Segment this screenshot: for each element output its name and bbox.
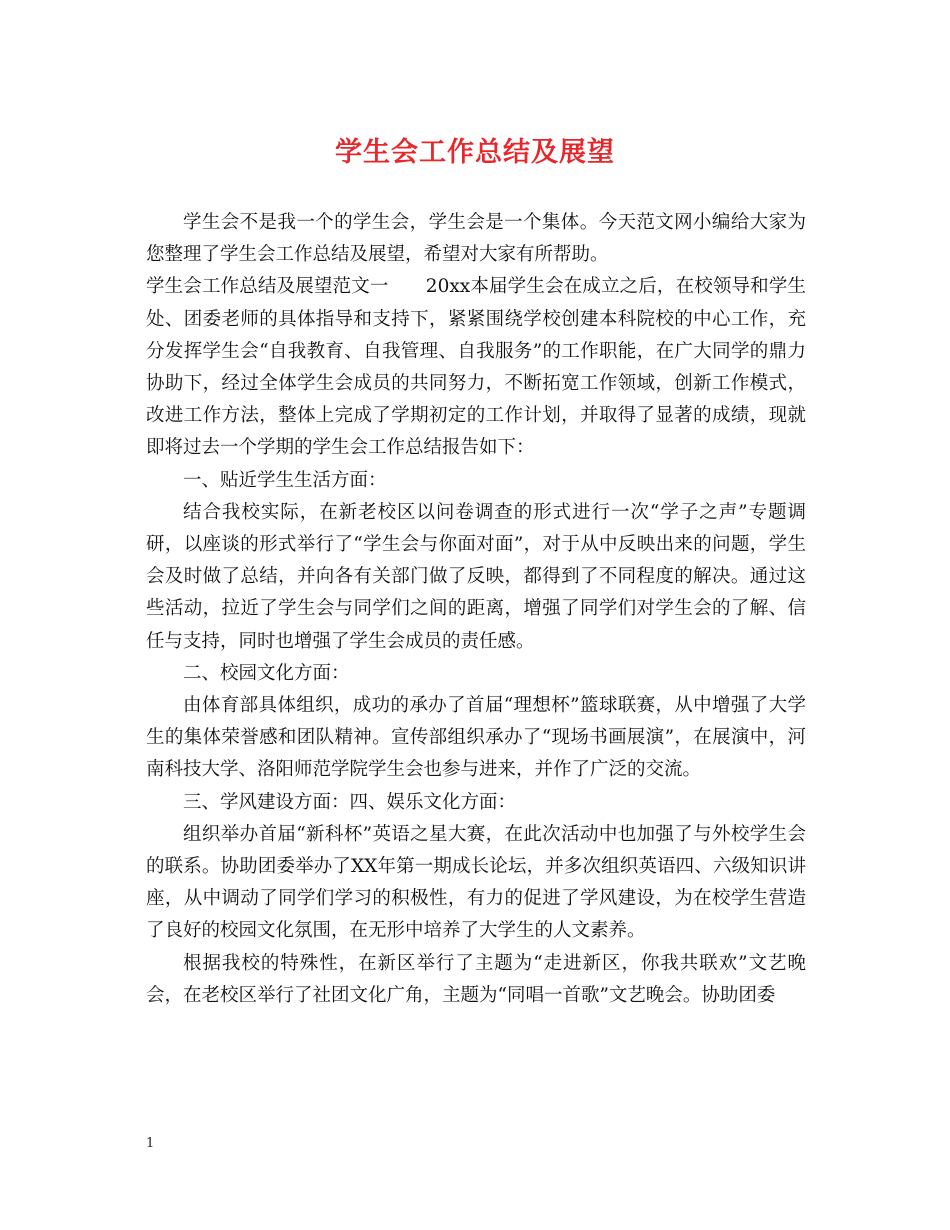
paragraph-intro: 学生会不是我一个的学生会，学生会是一个集体。今天范文网小编给大家为您整理了学生会工作总结及展望，希望对大家有所帮助。	[146, 212, 806, 266]
document-title: 学生会工作总结及展望	[335, 137, 615, 168]
paragraph-campus-culture: 由体育部具体组织，成功的承办了首届“理想杯”篮球联赛，从中增强了大学生的集体荣誉感和团队精神。宣传部组织承办了“现场书画展演”，在展演中，河南科技大学、洛阳师范学院学生会也参与进来，并作了广泛的交流。	[146, 695, 806, 781]
paragraph-sample-one: 学生会工作总结及展望范文一 20xx本届学生会在成立之后，在校领导和学生处、团委老师的具体指导和支持下，紧紧围绕学校创建本科院校的中心工作，充分发挥学生会“自我教育、自我管理、自我服务”的工作职能，在广大同学的鼎力协助下，经过全体学生会成员的共同努力，不断拓宽工作领域，创新工作模式，改进工作方法，整体上完成了学期初定的工作计划，并取得了显著的成绩，现就即将过去一个学期的学生会工作总结报告如下：	[146, 276, 806, 459]
section-heading-student-life: 一、贴近学生生活方面：	[183, 469, 387, 491]
page-number: 1	[146, 1136, 155, 1151]
paragraph-student-life: 结合我校实际，在新老校区以问卷调查的形式进行一次“学子之声”专题调研，以座谈的形式举行了“学生会与你面对面”，对于从中反映出来的问题，学生会及时做了总结，并向各有关部门做了反映，都得到了不同程度的解决。通过这些活动，拉近了学生会与同学们之间的距离，增强了同学们对学生会的了解、信任与支持，同时也增强了学生会成员的责任感。	[146, 501, 806, 652]
paragraph-study-style: 组织举办首届“新科杯”英语之星大赛，在此次活动中也加强了与外校学生会的联系。协助团委举办了XX年第一期成长论坛，并多次组织英语四、六级知识讲座，从中调动了同学们学习的积极性，有力的促进了学风建设，为在校学生营造了良好的校园文化氛围，在无形中培养了大学生的人文素养。	[146, 823, 806, 942]
document-body	[146, 207, 806, 1012]
section-heading-study-entertainment: 三、学风建设方面：四、娱乐文化方面：	[183, 791, 517, 813]
paragraph-entertainment: 根据我校的特殊性，在新区举行了主题为“走进新区，你我共联欢”文艺晚会，在老校区举行了社团文化广角，主题为“同唱一首歌”文艺晚会。协助团委	[146, 952, 806, 1006]
section-heading-campus-culture: 二、校园文化方面：	[183, 662, 350, 684]
